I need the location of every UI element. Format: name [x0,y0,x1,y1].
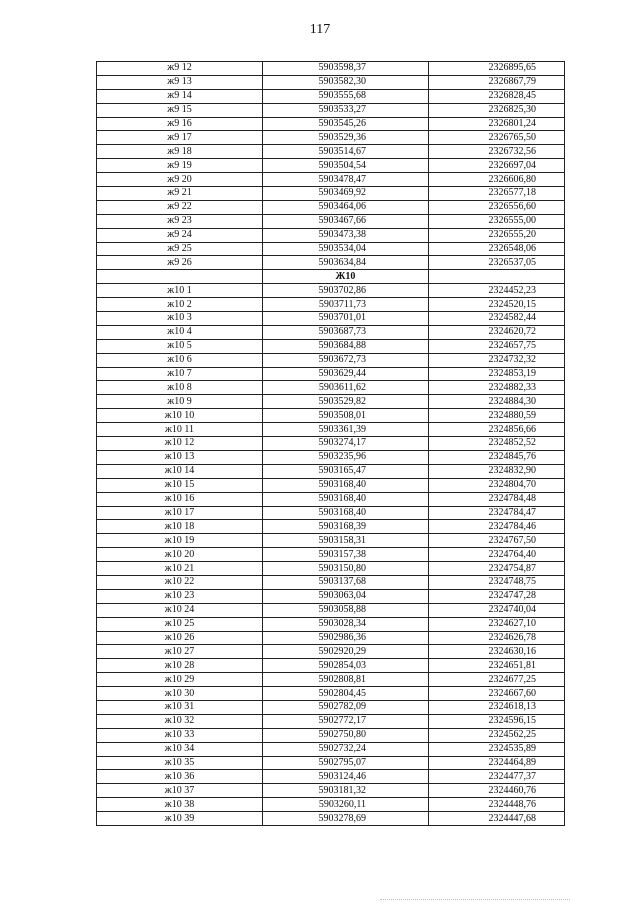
table-row [97,159,565,173]
x-coordinate-cell: 5903464,06 [263,200,429,214]
table-row [97,117,565,131]
table-row [97,617,565,631]
x-coordinate-cell: 5903028,34 [263,617,429,631]
table-row [97,200,565,214]
table-row [97,173,565,187]
x-coordinate-cell: 5903469,92 [263,187,429,201]
point-cell: ж10 33 [97,728,263,742]
point-cell: ж9 13 [97,75,263,89]
y-coordinate-cell: 2324845,76 [429,450,565,464]
table-row [97,145,565,159]
point-cell: ж9 21 [97,187,263,201]
table-row [97,228,565,242]
y-coordinate-cell: 2324732,32 [429,353,565,367]
x-coordinate-cell: 5903063,04 [263,589,429,603]
table-row [97,75,565,89]
table-row [97,631,565,645]
x-coordinate-cell: 5903137,68 [263,575,429,589]
y-coordinate-cell: 2324535,89 [429,742,565,756]
x-coordinate-cell: 5903058,88 [263,603,429,617]
y-coordinate-cell: 2326556,60 [429,200,565,214]
point-cell: ж10 32 [97,714,263,728]
point-cell: ж10 17 [97,506,263,520]
y-coordinate-cell: 2324657,75 [429,339,565,353]
x-coordinate-cell: 5903687,73 [263,325,429,339]
table-row [97,742,565,756]
point-cell: ж9 25 [97,242,263,256]
x-coordinate-cell: 5903545,26 [263,117,429,131]
x-coordinate-cell: 5903534,04 [263,242,429,256]
y-coordinate-cell: 2326548,06 [429,242,565,256]
point-cell: ж10 28 [97,659,263,673]
table-row [97,562,565,576]
x-coordinate-cell: 5903504,54 [263,159,429,173]
y-coordinate-cell: 2324852,52 [429,437,565,451]
point-cell: ж10 10 [97,409,263,423]
point-cell: ж10 25 [97,617,263,631]
y-coordinate-cell: 2326825,30 [429,103,565,117]
y-coordinate-cell: 2326867,79 [429,75,565,89]
x-coordinate-cell: 5902808,81 [263,673,429,687]
y-coordinate-cell: 2324748,75 [429,575,565,589]
point-cell: ж10 8 [97,381,263,395]
table-row [97,714,565,728]
x-coordinate-cell: 5903672,73 [263,353,429,367]
point-cell: ж10 6 [97,353,263,367]
y-coordinate-cell: 2324804,70 [429,478,565,492]
table-row [97,367,565,381]
x-coordinate-cell: 5903158,31 [263,534,429,548]
y-coordinate-cell: 2326606,80 [429,173,565,187]
x-coordinate-cell: 5903555,68 [263,89,429,103]
x-coordinate-cell: 5903168,40 [263,506,429,520]
y-coordinate-cell: 2324856,66 [429,423,565,437]
table-row [97,214,565,228]
table-row [97,187,565,201]
point-cell: ж9 12 [97,62,263,76]
y-coordinate-cell: 2324464,89 [429,756,565,770]
y-coordinate-cell: 2324630,16 [429,645,565,659]
empty-cell [429,270,565,284]
point-cell: ж9 19 [97,159,263,173]
point-cell: ж10 31 [97,700,263,714]
y-coordinate-cell: 2324596,15 [429,714,565,728]
x-coordinate-cell: 5903514,67 [263,145,429,159]
x-coordinate-cell: 5902750,80 [263,728,429,742]
table-row [97,464,565,478]
table-row [97,534,565,548]
x-coordinate-cell: 5903168,40 [263,492,429,506]
point-cell: ж9 24 [97,228,263,242]
x-coordinate-cell: 5903473,38 [263,228,429,242]
x-coordinate-cell: 5902795,07 [263,756,429,770]
point-cell: ж9 20 [97,173,263,187]
x-coordinate-cell: 5903124,46 [263,770,429,784]
point-cell: ж10 21 [97,562,263,576]
table-row [97,548,565,562]
point-cell: ж10 23 [97,589,263,603]
table-row [97,520,565,534]
coordinates-table [96,61,565,826]
table-row [97,256,565,270]
table-row [97,450,565,464]
point-cell: ж10 1 [97,284,263,298]
y-coordinate-cell: 2324520,15 [429,298,565,312]
table-row [97,812,565,826]
point-cell: ж10 24 [97,603,263,617]
point-cell: ж10 11 [97,423,263,437]
table-row [97,603,565,617]
x-coordinate-cell: 5903467,66 [263,214,429,228]
x-coordinate-cell: 5903529,82 [263,395,429,409]
section-title: Ж10 [263,270,429,284]
point-cell: ж10 12 [97,437,263,451]
x-coordinate-cell: 5903711,73 [263,298,429,312]
table-row [97,659,565,673]
point-cell: ж9 15 [97,103,263,117]
y-coordinate-cell: 2326537,05 [429,256,565,270]
y-coordinate-cell: 2324853,19 [429,367,565,381]
x-coordinate-cell: 5903702,86 [263,284,429,298]
y-coordinate-cell: 2324677,25 [429,673,565,687]
page-number: 117 [309,22,331,37]
point-cell: ж9 22 [97,200,263,214]
table-row [97,437,565,451]
point-cell: ж10 9 [97,395,263,409]
y-coordinate-cell: 2324620,72 [429,325,565,339]
table-row [97,728,565,742]
table-row [97,575,565,589]
y-coordinate-cell: 2324477,37 [429,770,565,784]
point-cell: ж10 29 [97,673,263,687]
point-cell: ж10 27 [97,645,263,659]
x-coordinate-cell: 5903634,84 [263,256,429,270]
table-row [97,645,565,659]
empty-cell [97,270,263,284]
y-coordinate-cell: 2326895,65 [429,62,565,76]
point-cell: ж10 20 [97,548,263,562]
x-coordinate-cell: 5903611,62 [263,381,429,395]
y-coordinate-cell: 2324747,28 [429,589,565,603]
y-coordinate-cell: 2324448,76 [429,798,565,812]
x-coordinate-cell: 5902920,29 [263,645,429,659]
point-cell: ж10 16 [97,492,263,506]
point-cell: ж10 26 [97,631,263,645]
table-row [97,423,565,437]
y-coordinate-cell: 2324582,44 [429,312,565,326]
table-row [97,784,565,798]
point-cell: ж10 14 [97,464,263,478]
table-row [97,131,565,145]
table-row [97,687,565,701]
x-coordinate-cell: 5903701,01 [263,312,429,326]
y-coordinate-cell: 2324884,30 [429,395,565,409]
table-row [97,700,565,714]
point-cell: ж10 19 [97,534,263,548]
point-cell: ж10 22 [97,575,263,589]
x-coordinate-cell: 5903629,44 [263,367,429,381]
table-row [97,353,565,367]
x-coordinate-cell: 5902782,09 [263,700,429,714]
y-coordinate-cell: 2324784,48 [429,492,565,506]
point-cell: ж9 16 [97,117,263,131]
x-coordinate-cell: 5903508,01 [263,409,429,423]
y-coordinate-cell: 2324784,46 [429,520,565,534]
table-row [97,298,565,312]
x-coordinate-cell: 5903150,80 [263,562,429,576]
point-cell: ж9 18 [97,145,263,159]
y-coordinate-cell: 2324764,40 [429,548,565,562]
table-row [97,89,565,103]
table-row [97,770,565,784]
y-coordinate-cell: 2326577,18 [429,187,565,201]
table-row [97,62,565,76]
point-cell: ж10 35 [97,756,263,770]
point-cell: ж9 14 [97,89,263,103]
x-coordinate-cell: 5903181,32 [263,784,429,798]
x-coordinate-cell: 5902732,24 [263,742,429,756]
x-coordinate-cell: 5902772,17 [263,714,429,728]
point-cell: ж9 17 [97,131,263,145]
x-coordinate-cell: 5903260,11 [263,798,429,812]
point-cell: ж10 4 [97,325,263,339]
y-coordinate-cell: 2326555,00 [429,214,565,228]
y-coordinate-cell: 2324452,23 [429,284,565,298]
point-cell: ж10 15 [97,478,263,492]
y-coordinate-cell: 2326801,24 [429,117,565,131]
x-coordinate-cell: 5903157,38 [263,548,429,562]
point-cell: ж10 13 [97,450,263,464]
table-row [97,409,565,423]
y-coordinate-cell: 2324754,87 [429,562,565,576]
table-row [97,506,565,520]
y-coordinate-cell: 2324832,90 [429,464,565,478]
x-coordinate-cell: 5903168,40 [263,478,429,492]
point-cell: ж9 23 [97,214,263,228]
x-coordinate-cell: 5903165,47 [263,464,429,478]
table-row [97,339,565,353]
point-cell: ж10 38 [97,798,263,812]
y-coordinate-cell: 2324562,25 [429,728,565,742]
table-row [97,492,565,506]
table-row [97,756,565,770]
table-row [97,589,565,603]
y-coordinate-cell: 2326828,45 [429,89,565,103]
y-coordinate-cell: 2324740,04 [429,603,565,617]
coordinates-table-body [97,62,565,826]
scan-edge-line [380,899,570,901]
table-row [97,103,565,117]
x-coordinate-cell: 5903478,47 [263,173,429,187]
point-cell: ж10 30 [97,687,263,701]
x-coordinate-cell: 5903274,17 [263,437,429,451]
table-row [97,395,565,409]
point-cell: ж10 3 [97,312,263,326]
point-cell: ж10 36 [97,770,263,784]
x-coordinate-cell: 5903533,27 [263,103,429,117]
point-cell: ж10 37 [97,784,263,798]
y-coordinate-cell: 2324880,59 [429,409,565,423]
x-coordinate-cell: 5903582,30 [263,75,429,89]
table-row [97,478,565,492]
x-coordinate-cell: 5903361,39 [263,423,429,437]
y-coordinate-cell: 2326765,50 [429,131,565,145]
x-coordinate-cell: 5902804,45 [263,687,429,701]
y-coordinate-cell: 2324651,81 [429,659,565,673]
x-coordinate-cell: 5902854,03 [263,659,429,673]
point-cell: ж10 34 [97,742,263,756]
table-row [97,284,565,298]
table-row [97,381,565,395]
point-cell: ж10 39 [97,812,263,826]
x-coordinate-cell: 5903684,88 [263,339,429,353]
point-cell: ж10 7 [97,367,263,381]
table-row [97,798,565,812]
x-coordinate-cell: 5903598,37 [263,62,429,76]
x-coordinate-cell: 5903235,96 [263,450,429,464]
point-cell: ж10 5 [97,339,263,353]
y-coordinate-cell: 2324767,50 [429,534,565,548]
table-row [97,673,565,687]
y-coordinate-cell: 2326697,04 [429,159,565,173]
y-coordinate-cell: 2324667,60 [429,687,565,701]
y-coordinate-cell: 2324784,47 [429,506,565,520]
y-coordinate-cell: 2324460,76 [429,784,565,798]
section-row [97,270,565,284]
table-row [97,325,565,339]
table-row [97,312,565,326]
y-coordinate-cell: 2324618,13 [429,700,565,714]
x-coordinate-cell: 5903278,69 [263,812,429,826]
x-coordinate-cell: 5902986,36 [263,631,429,645]
y-coordinate-cell: 2326555,20 [429,228,565,242]
y-coordinate-cell: 2324627,10 [429,617,565,631]
y-coordinate-cell: 2324626,78 [429,631,565,645]
x-coordinate-cell: 5903168,39 [263,520,429,534]
point-cell: ж10 2 [97,298,263,312]
point-cell: ж9 26 [97,256,263,270]
table-row [97,242,565,256]
y-coordinate-cell: 2324447,68 [429,812,565,826]
x-coordinate-cell: 5903529,36 [263,131,429,145]
point-cell: ж10 18 [97,520,263,534]
y-coordinate-cell: 2324882,33 [429,381,565,395]
y-coordinate-cell: 2326732,56 [429,145,565,159]
